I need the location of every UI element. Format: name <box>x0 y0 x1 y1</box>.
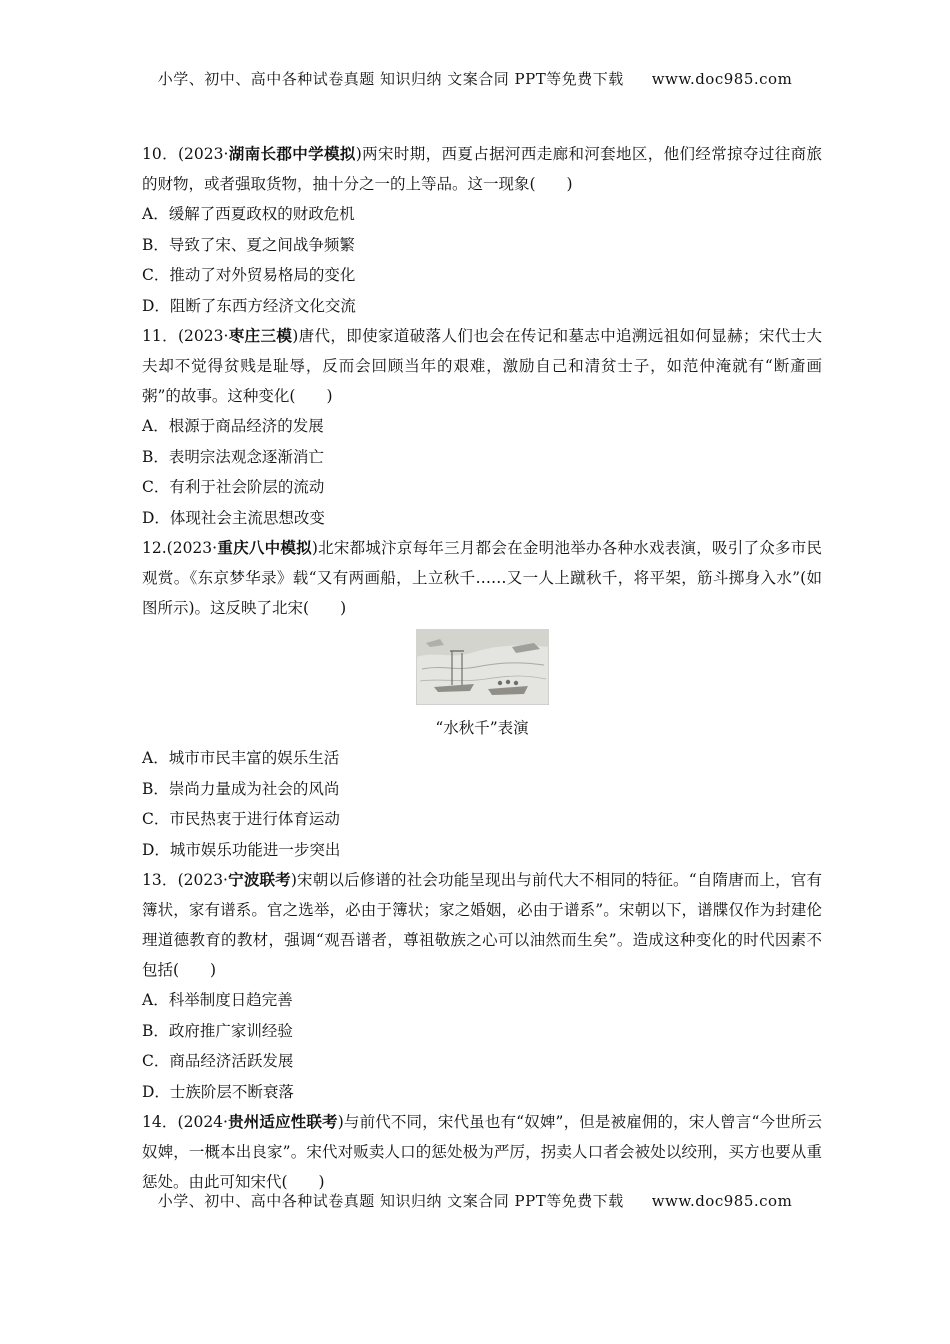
header-url[interactable]: www.doc985.com <box>651 70 793 88</box>
option-c[interactable]: C．推动了对外贸易格局的变化 <box>142 266 356 284</box>
option-c[interactable]: C．商品经济活跃发展 <box>142 1052 294 1070</box>
question-source: (2023·宁波联考) <box>177 870 297 889</box>
question-text: 两宋时期，西夏占据河西走廊和河套地区，他们经常掠夺过往商旅的财物，或者强取货物，抽十分之一的上等品。这一现象( ) <box>142 145 822 193</box>
figure <box>142 629 822 709</box>
question-12 <box>142 533 822 865</box>
question-stem <box>142 139 822 199</box>
question-source: (2023·湖南长郡中学模拟) <box>177 144 362 163</box>
question-text: 唐代，即使家道破落人们也会在传记和墓志中追溯远祖如何显赫；宋代士大夫却不觉得贫贱是耻辱，反而会回顾当年的艰难，激励自己和清贫士子，如范仲淹就有“断齑画粥”的故事。这种变化( ) <box>142 327 822 405</box>
question-list <box>142 139 822 1197</box>
footer-url[interactable]: www.doc985.com <box>651 1192 793 1210</box>
question-text: 宋朝以后修谱的社会功能呈现出与前代大不相同的特征。“自隋唐而上，官有簿状，家有谱系。官之选举，必由于簿状；家之婚姻，必由于谱系”。宋朝以下，谱牒仅作为封建伦理道德教育的教材，强调“观吾谱者，尊祖敬族之心可以油然而生矣”。造成这种变化的时代因素不包括( ) <box>142 871 822 979</box>
question-source: (2024·贵州适应性联考) <box>177 1112 344 1131</box>
question-text: 北宋都城汴京每年三月都会在金明池举办各种水戏表演，吸引了众多市民观赏。《东京梦华录》载“又有两画船，上立秋千……又一人上蹴秋千，将平架，筋斗掷身入水”(如图所示)。这反映了北宋( ) <box>142 539 822 617</box>
option-c[interactable]: C．有利于社会阶层的流动 <box>142 478 325 496</box>
question-text: 与前代不同，宋代虽也有“奴婢”，但是被雇佣的，宋人曾言“今世所云奴婢，一概本出良家”。宋代对贩卖人口的惩处极为严厉，拐卖人口者会被处以绞刑，买方也要从重惩处。由此可知宋代( ) <box>142 1113 822 1191</box>
option-b[interactable]: B．表明宗法观念逐渐消亡 <box>142 447 324 466</box>
option-a[interactable]: A．缓解了西夏政权的财政危机 <box>142 205 355 223</box>
option-a[interactable]: A．根源于商品经济的发展 <box>142 417 324 435</box>
question-13 <box>142 865 822 1107</box>
question-number: 12. <box>142 539 167 557</box>
question-10 <box>142 139 822 321</box>
option-a[interactable]: A．科举制度日趋完善 <box>142 991 293 1009</box>
question-stem <box>142 865 822 985</box>
water-swing-illustration <box>416 629 549 705</box>
question-stem <box>142 321 822 411</box>
option-d[interactable]: D．阻断了东西方经济文化交流 <box>142 296 356 315</box>
question-number: 10． <box>142 145 178 163</box>
figure-caption: “水秋千”表演 <box>435 719 529 737</box>
question-stem <box>142 533 822 623</box>
question-number: 11． <box>142 327 178 345</box>
option-d[interactable]: D．体现社会主流思想改变 <box>142 508 325 527</box>
question-stem <box>142 1107 822 1197</box>
footer-text: 小学、初中、高中各种试卷真题 知识归纳 文案合同 PPT等免费下载 <box>157 1192 624 1210</box>
option-b[interactable]: B．导致了宋、夏之间战争频繁 <box>142 235 355 254</box>
option-c[interactable]: C．市民热衷于进行体育运动 <box>142 810 340 828</box>
page-header <box>0 68 950 89</box>
question-source: (2023·枣庄三模) <box>177 326 299 345</box>
question-source: (2023·重庆八中模拟) <box>166 538 318 557</box>
option-a[interactable]: A．城市市民丰富的娱乐生活 <box>142 749 340 767</box>
option-b[interactable]: B．政府推广家训经验 <box>142 1021 293 1040</box>
option-b[interactable]: B．崇尚力量成为社会的风尚 <box>142 779 340 798</box>
header-text: 小学、初中、高中各种试卷真题 知识归纳 文案合同 PPT等免费下载 <box>157 70 624 88</box>
question-number: 13． <box>142 871 178 889</box>
question-number: 14． <box>142 1113 178 1131</box>
page-footer <box>0 1190 950 1211</box>
question-14 <box>142 1107 822 1197</box>
option-d[interactable]: D．城市娱乐功能进一步突出 <box>142 840 341 859</box>
option-d[interactable]: D．士族阶层不断衰落 <box>142 1082 294 1101</box>
question-11 <box>142 321 822 533</box>
